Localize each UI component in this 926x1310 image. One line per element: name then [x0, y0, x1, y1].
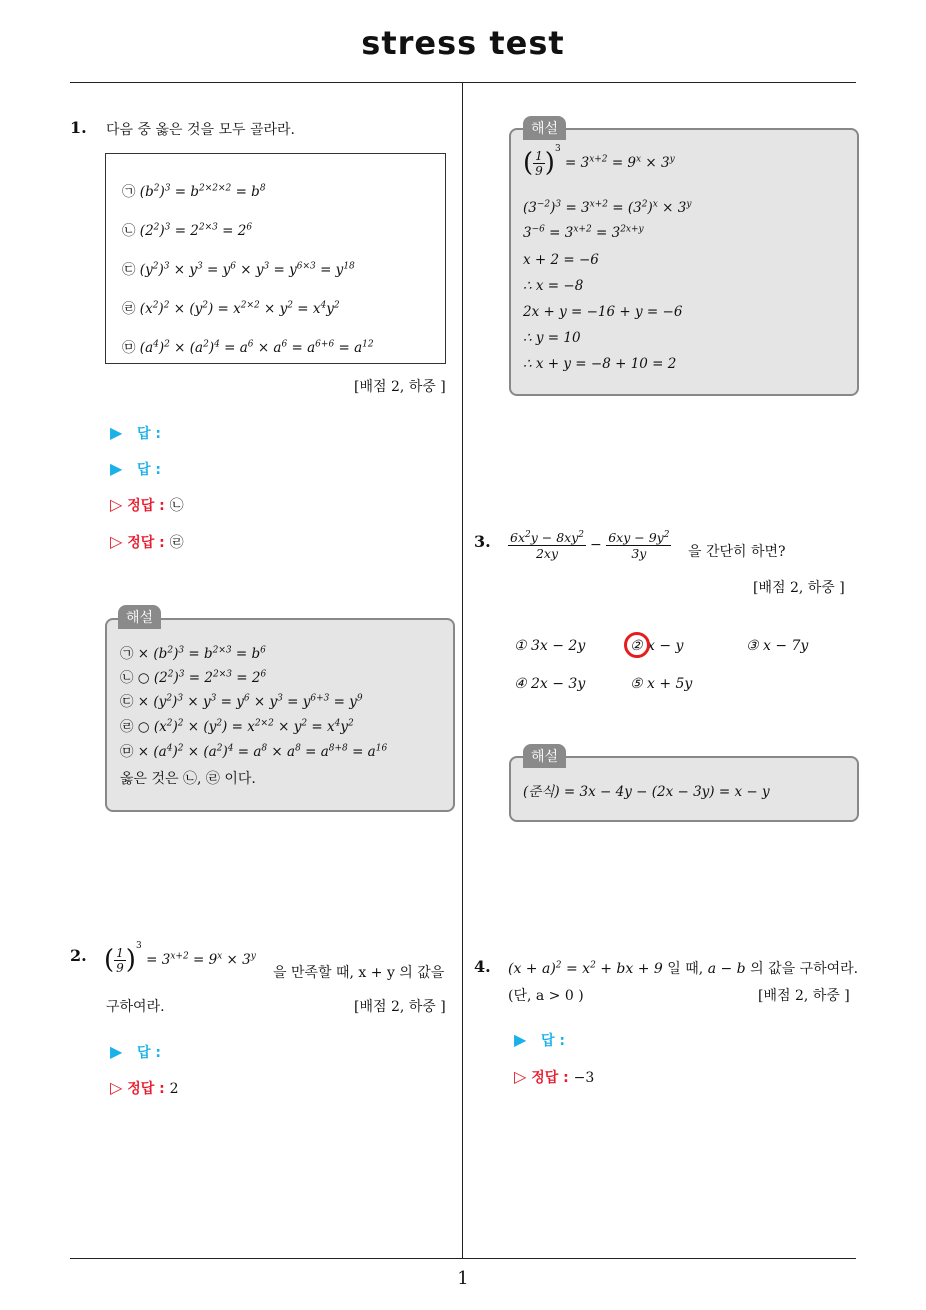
q2-solution-line: ∴ x = −8 [523, 278, 584, 294]
q2-question-line2: 구하여라. [106, 999, 165, 1015]
q2-solution-line: $(3^{-2})^3 = 3^{x+2} = (3^2)^x \times 3^y$ [523, 199, 692, 216]
q3-choice-5[interactable]: ⑤ x + 5y [630, 676, 693, 692]
q2-solution-line: ( $\frac{1}{9}$ )$^3 = 3^{x+2} = 9^x \times 3^y$ [523, 144, 675, 178]
q1-option-1: ㉠ $(b^2)^3 = b^{2\times 2\times 2} = b^8$ [122, 183, 266, 200]
q1-option-4: ㉣ $(x^2)^2 \times (y^2) = x^{2\times 2} \times y^2 = x^4y^2$ [122, 300, 340, 317]
q2-question-tail: 을 만족할 때, x + y 의 값을 [273, 965, 445, 981]
q1-question: 다음 중 옳은 것을 모두 골라라. [106, 122, 295, 138]
q1-correct-answer-2: ▷ 정답 : ㉣ [110, 532, 184, 551]
q1-solution-box [105, 618, 455, 812]
column-divider [462, 83, 463, 1259]
q1-answer-line-1: ▶ 답 : [110, 423, 161, 442]
q1-option-3: ㉢ $(y^2)^3 \times y^3 = y^6 \times y^3 = y^{6\times 3} = y^{18}$ [122, 261, 355, 278]
q1-correct-answer-1: ▷ 정답 : ㉡ [110, 495, 184, 514]
q2-solution-line: x + 2 = −6 [523, 252, 599, 268]
q2-correct-answer: ▷ 정답 : 2 [110, 1078, 179, 1097]
q1-solution-line: ㉤ × $(a^4)^2 \times (a^2)^4 = a^8 \times a^8 = a^{8+8} = a^{16}$ [120, 743, 388, 760]
page-number: 1 [457, 1268, 469, 1289]
selected-choice-circle [624, 632, 650, 658]
q1-options-box [105, 153, 446, 364]
q3-solution-tag: 해설 [523, 744, 566, 768]
q1-score: [배점 2, 하중 ] [354, 379, 446, 395]
q1-solution-tag: 해설 [118, 605, 161, 629]
q1-solution-line: ㉢ × $(y^2)^3 \times y^3 = y^6 \times y^3 = y^{6+3} = y^9$ [120, 693, 363, 710]
play-icon: ▶ [514, 1030, 527, 1049]
q4-question: $(x + a)^2 = x^2$ + bx + 9 일 때, a − b 의 값을 구하여라. [508, 960, 859, 977]
q1-solution-line: ㉠ × $(b^2)^3 = b^{2\times 3} = b^6$ [120, 645, 266, 662]
q1-solution-line: ㉡ ○ $(2^2)^3 = 2^{2\times 3} = 2^6$ [120, 669, 267, 686]
q1-answer-line-2: ▶ 답 : [110, 459, 161, 478]
q2-question: ( $\frac{1}{9}$ )$^3 = 3^{x+2} = 9^x \times 3^y$ [104, 941, 256, 975]
q2-solution-line: $3^{-6} = 3^{x+2} = 3^{2x+y}$ [523, 224, 644, 241]
q3-question-tail: 을 간단히 하면? [688, 544, 786, 560]
triangle-outline-icon: ▷ [110, 1078, 123, 1097]
q4-condition: (단, a > 0 ) [508, 988, 584, 1004]
q2-solution-box [509, 128, 859, 396]
q2-solution-line: ∴ x + y = −8 + 10 = 2 [523, 356, 677, 372]
q1-option-2: ㉡ $(2^2)^3 = 2^{2\times 3} = 2^6$ [122, 222, 253, 239]
triangle-outline-icon: ▷ [514, 1067, 527, 1086]
q2-score: [배점 2, 하중 ] [354, 999, 446, 1015]
q1-number: 1. [70, 118, 87, 137]
q4-number: 4. [474, 957, 491, 976]
q2-solution-line: 2x + y = −16 + y = −6 [523, 304, 683, 320]
q2-number: 2. [70, 946, 87, 965]
q3-score: [배점 2, 하중 ] [753, 580, 845, 596]
q1-solution-line: ㉣ ○ $(x^2)^2 \times (y^2) = x^{2\times 2} \times y^2 = x^4y^2$ [120, 718, 354, 735]
q3-choice-2[interactable]: ② x − y [630, 638, 684, 654]
play-icon: ▶ [110, 459, 123, 478]
q3-choice-1[interactable]: ① 3x − 2y [514, 638, 586, 654]
q2-solution-tag: 해설 [523, 116, 566, 140]
q3-question: $\frac{6x^2y - 8xy^2}{2xy}$ − $\frac{6xy - 9y^2}{3y}$ [510, 529, 670, 561]
header-rule [70, 82, 856, 83]
q3-choice-4[interactable]: ④ 2x − 3y [514, 676, 586, 692]
q1-solution-conclusion: 옳은 것은 ㉡, ㉣ 이다. [120, 771, 256, 787]
q2-answer-line: ▶ 답 : [110, 1042, 161, 1061]
page-title: stress test [361, 24, 565, 62]
footer-rule [70, 1258, 856, 1259]
q3-solution-line: (준식) = 3x − 4y − (2x − 3y) = x − y [523, 784, 770, 800]
q4-answer-line: ▶ 답 : [514, 1030, 565, 1049]
play-icon: ▶ [110, 423, 123, 442]
play-icon: ▶ [110, 1042, 123, 1061]
triangle-outline-icon: ▷ [110, 495, 123, 514]
q1-option-5: ㉤ $(a^4)^2 \times (a^2)^4 = a^6 \times a^6 = a^{6+6} = a^{12}$ [122, 339, 374, 356]
q4-correct-answer: ▷ 정답 : −3 [514, 1067, 595, 1086]
q3-choice-3[interactable]: ③ x − 7y [746, 638, 809, 654]
q2-solution-line: ∴ y = 10 [523, 330, 581, 346]
triangle-outline-icon: ▷ [110, 532, 123, 551]
q4-score: [배점 2, 하중 ] [758, 988, 850, 1004]
q3-number: 3. [474, 532, 491, 551]
